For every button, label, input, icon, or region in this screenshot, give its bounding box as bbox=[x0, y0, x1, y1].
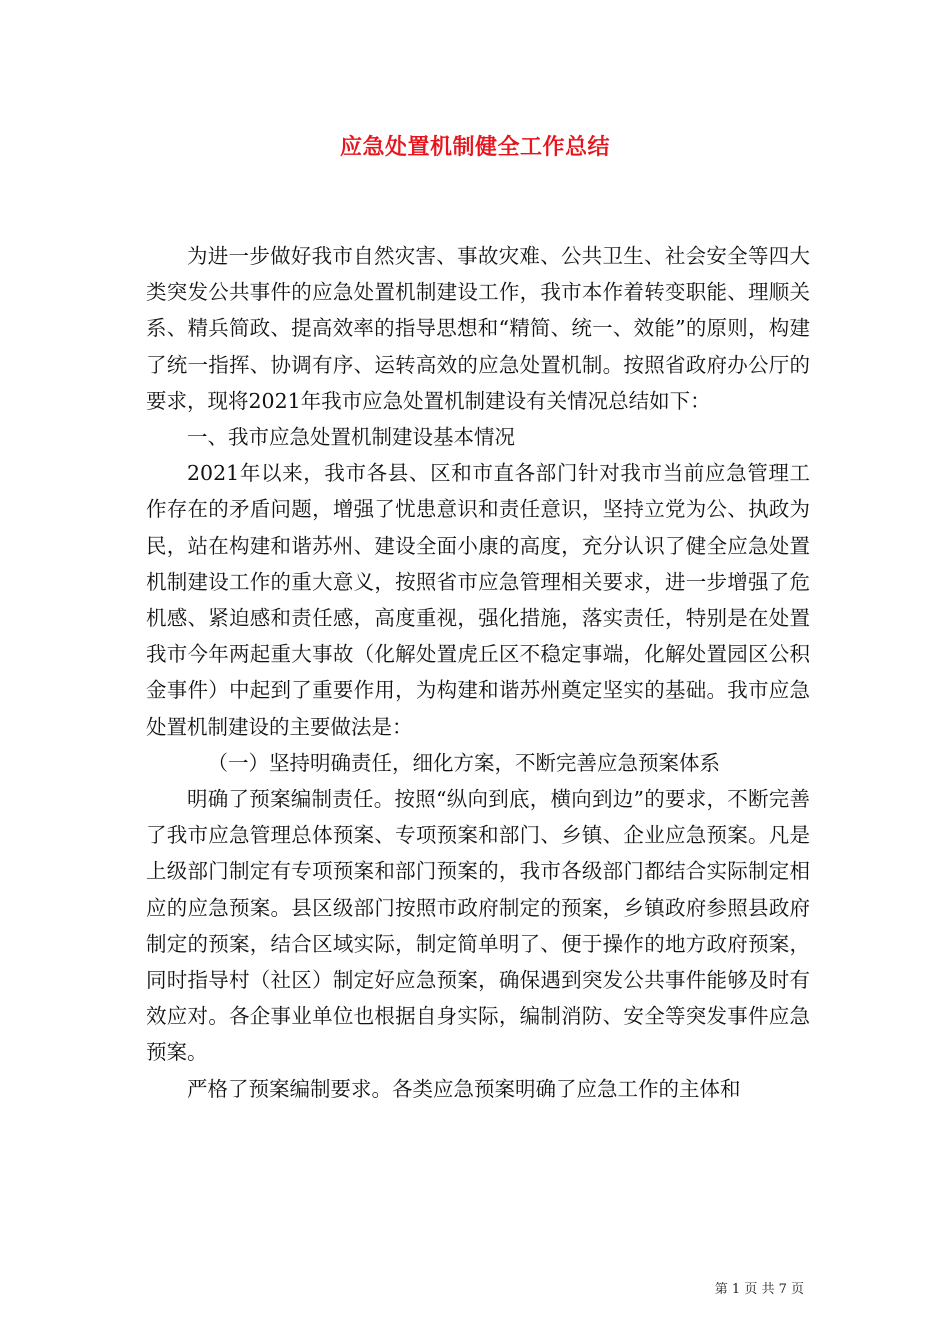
document-body bbox=[146, 238, 810, 1107]
section-heading-1: 一、我市应急处置机制建设基本情况 bbox=[187, 425, 515, 450]
paragraph-plan-responsibility: 明确了预案编制责任。按照“纵向到底，横向到边”的要求，不断完善了我市应急管理总体预案、专项预案和部门、乡镇、企业应急预案。凡是上级部门制定有专项预案和部门预案的，我市各级部门都结合实际制定相应的应急预案。县区级部门按照市政府制定的预案，乡镇政府参照县政府制定的预案，结合区域实际，制定简单明了、便于操作的地方政府预案，同时指导村（社区）制定好应急预案，确保遇到突发公共事件能够及时有效应对。各企事业单位也根据自身实际，编制消防、安全等突发事件应急预案。 bbox=[146, 787, 810, 1065]
paragraph-intro: 为进一步做好我市自然灾害、事故灾难、公共卫生、社会安全等四大类突发公共事件的应急处置机制建设工作，我市本作着转变职能、理顺关系、精兵简政、提高效率的指导思想和“精简、统一、效能”的原则，构建了统一指挥、协调有序、运转高效的应急处置机制。按照省政府办公厅的要求，现将2021年我市应急处置机制建设有关情况总结如下： bbox=[146, 244, 810, 413]
paragraph-overview: 2021年以来，我市各县、区和市直各部门针对我市当前应急管理工作存在的矛盾问题，增强了忧患意识和责任意识，坚持立党为公、执政为民，站在构建和谐苏州、建设全面小康的高度，充分认识了健全应急处置机制建设工作的重大意义，按照省市应急管理相关要求，进一步增强了危机感、紧迫感和责任感，高度重视，强化措施，落实责任，特别是在处置我市今年两起重大事故（化解处置虎丘区不稳定事端，化解处置园区公积金事件）中起到了重要作用，为构建和谐苏州奠定坚实的基础。我市应急处置机制建设的主要做法是： bbox=[146, 461, 810, 739]
subsection-heading-1: （一）坚持明确责任，细化方案，不断完善应急预案体系 bbox=[207, 750, 720, 775]
page-number-footer: 第 1 页 共 7 页 bbox=[714, 1282, 804, 1297]
document-title: 应急处置机制健全工作总结 bbox=[339, 134, 610, 160]
paragraph-plan-requirements: 严格了预案编制要求。各类应急预案明确了应急工作的主体和 bbox=[187, 1076, 741, 1101]
